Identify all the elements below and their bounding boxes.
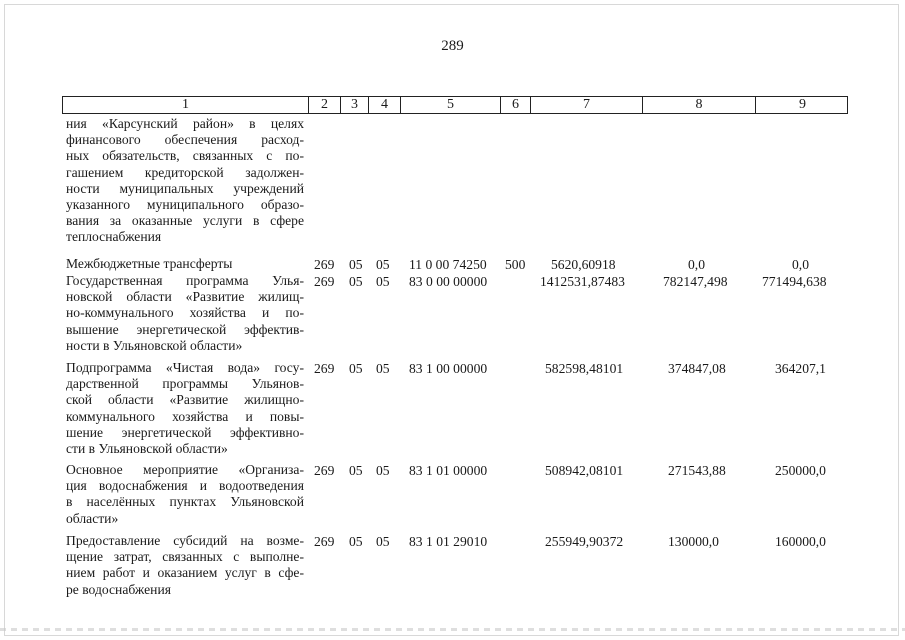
row-text-line: вания за оказанные услуги в сфере (66, 213, 304, 229)
cell-col7: 1412531,87483 (540, 274, 625, 289)
row-text-line: новской области «Развитие жилищ- (66, 289, 304, 305)
cell-col5: 83 0 00 00000 (409, 274, 488, 289)
row-text-line: гашением кредиторской задолжен- (66, 164, 304, 180)
col-number-4: 4 (369, 97, 401, 113)
cell-col2: 269 (314, 534, 335, 549)
table-row-text (66, 533, 304, 598)
row-text-line: Предоставление субсидий на возме- (66, 533, 304, 548)
row-text-line: Подпрограмма «Чистая вода» госу- (66, 360, 304, 375)
cell-col8: 374847,08 (668, 361, 726, 376)
col-number-9: 9 (799, 97, 806, 112)
col-number-3: 3 (341, 97, 369, 113)
cell-col5: 83 1 00 00000 (409, 361, 488, 376)
column-number-header (62, 96, 848, 114)
row-text-line: ности муниципальных учреждений (66, 180, 304, 196)
row-text-line: сти в Ульяновской области» (66, 441, 228, 457)
cell-col2: 269 (314, 274, 335, 289)
col-number-6: 6 (501, 97, 531, 113)
row-text-line: ния «Карсунский район» в целях (66, 116, 304, 131)
cell-col7: 582598,48101 (545, 361, 624, 376)
cell-col3: 05 (349, 257, 363, 272)
cell-col7: 255949,90372 (545, 534, 624, 549)
cell-col9: 364207,1 (775, 361, 826, 376)
cell-col7: 5620,60918 (551, 257, 616, 272)
cell-col4: 05 (376, 463, 390, 478)
scan-edge-artifact (0, 628, 905, 631)
cell-col2: 269 (314, 463, 335, 478)
cell-col3: 05 (349, 534, 363, 549)
col-number-5: 5 (401, 97, 501, 113)
cell-col6: 500 (505, 257, 526, 272)
row-text-line: в населённых пунктах Ульяновской (66, 494, 304, 510)
cell-col8: 271543,88 (668, 463, 726, 478)
col-number-2: 2 (309, 97, 341, 113)
cell-col4: 05 (376, 361, 390, 376)
table-row-text (66, 360, 304, 457)
cell-col9: 160000,0 (775, 534, 826, 549)
table-row-text (66, 256, 304, 272)
cell-col9: 0,0 (792, 257, 809, 272)
table-row-text (66, 273, 304, 354)
row-text-line: Межбюджетные трансферты (66, 256, 233, 271)
table-row-text (66, 462, 304, 527)
cell-col9: 771494,638 (762, 274, 827, 289)
row-text-line: теплоснабжения (66, 229, 162, 245)
cell-col8: 0,0 (688, 257, 705, 272)
col-number-1: 1 (63, 97, 309, 113)
row-text-line: ре водоснабжения (66, 581, 171, 597)
cell-col5: 11 0 00 74250 (409, 257, 487, 272)
cell-col2: 269 (314, 257, 335, 272)
cell-col7: 508942,08101 (545, 463, 624, 478)
row-text-line: финансового обеспечения расход- (66, 132, 304, 148)
row-text-line: Основное мероприятие «Организа- (66, 462, 304, 477)
row-text-line: ности в Ульяновской области» (66, 337, 243, 353)
row-text-line: нием работ и оказанием услуг в сфе- (66, 565, 304, 581)
row-text-line: указанного муниципального образо- (66, 197, 304, 213)
row-text-line: коммунального хозяйства и повы- (66, 408, 304, 424)
row-text-line: но-коммунального хозяйства и по- (66, 305, 304, 321)
row-text-line: дарственной программы Ульянов- (66, 376, 304, 392)
row-text-line: области» (66, 510, 119, 526)
cell-col8: 130000,0 (668, 534, 719, 549)
row-text-line: вышение энергетической эффектив- (66, 321, 304, 337)
cell-col5: 83 1 01 00000 (409, 463, 488, 478)
row-text-line: шение энергетической эффективно- (66, 424, 304, 440)
cell-col5: 83 1 01 29010 (409, 534, 488, 549)
cell-col4: 05 (376, 534, 390, 549)
row-text-line: ных обязательств, связанных с по- (66, 148, 304, 164)
cell-col4: 05 (376, 274, 390, 289)
row-text-line: щение затрат, связанных с выполне- (66, 549, 304, 565)
cell-col3: 05 (349, 361, 363, 376)
page-number: 289 (441, 38, 464, 54)
cell-col3: 05 (349, 463, 363, 478)
table-row-text (66, 116, 304, 246)
row-text-line: Государственная программа Улья- (66, 273, 304, 288)
cell-col4: 05 (376, 257, 390, 272)
cell-col9: 250000,0 (775, 463, 826, 478)
row-text-line: ция водоснабжения и водоотведения (66, 478, 304, 494)
col-number-7: 7 (531, 97, 643, 113)
row-text-line: ской области «Развитие жилищно- (66, 392, 304, 408)
col-number-8: 8 (643, 97, 756, 113)
cell-col8: 782147,498 (663, 274, 728, 289)
cell-col2: 269 (314, 361, 335, 376)
cell-col3: 05 (349, 274, 363, 289)
